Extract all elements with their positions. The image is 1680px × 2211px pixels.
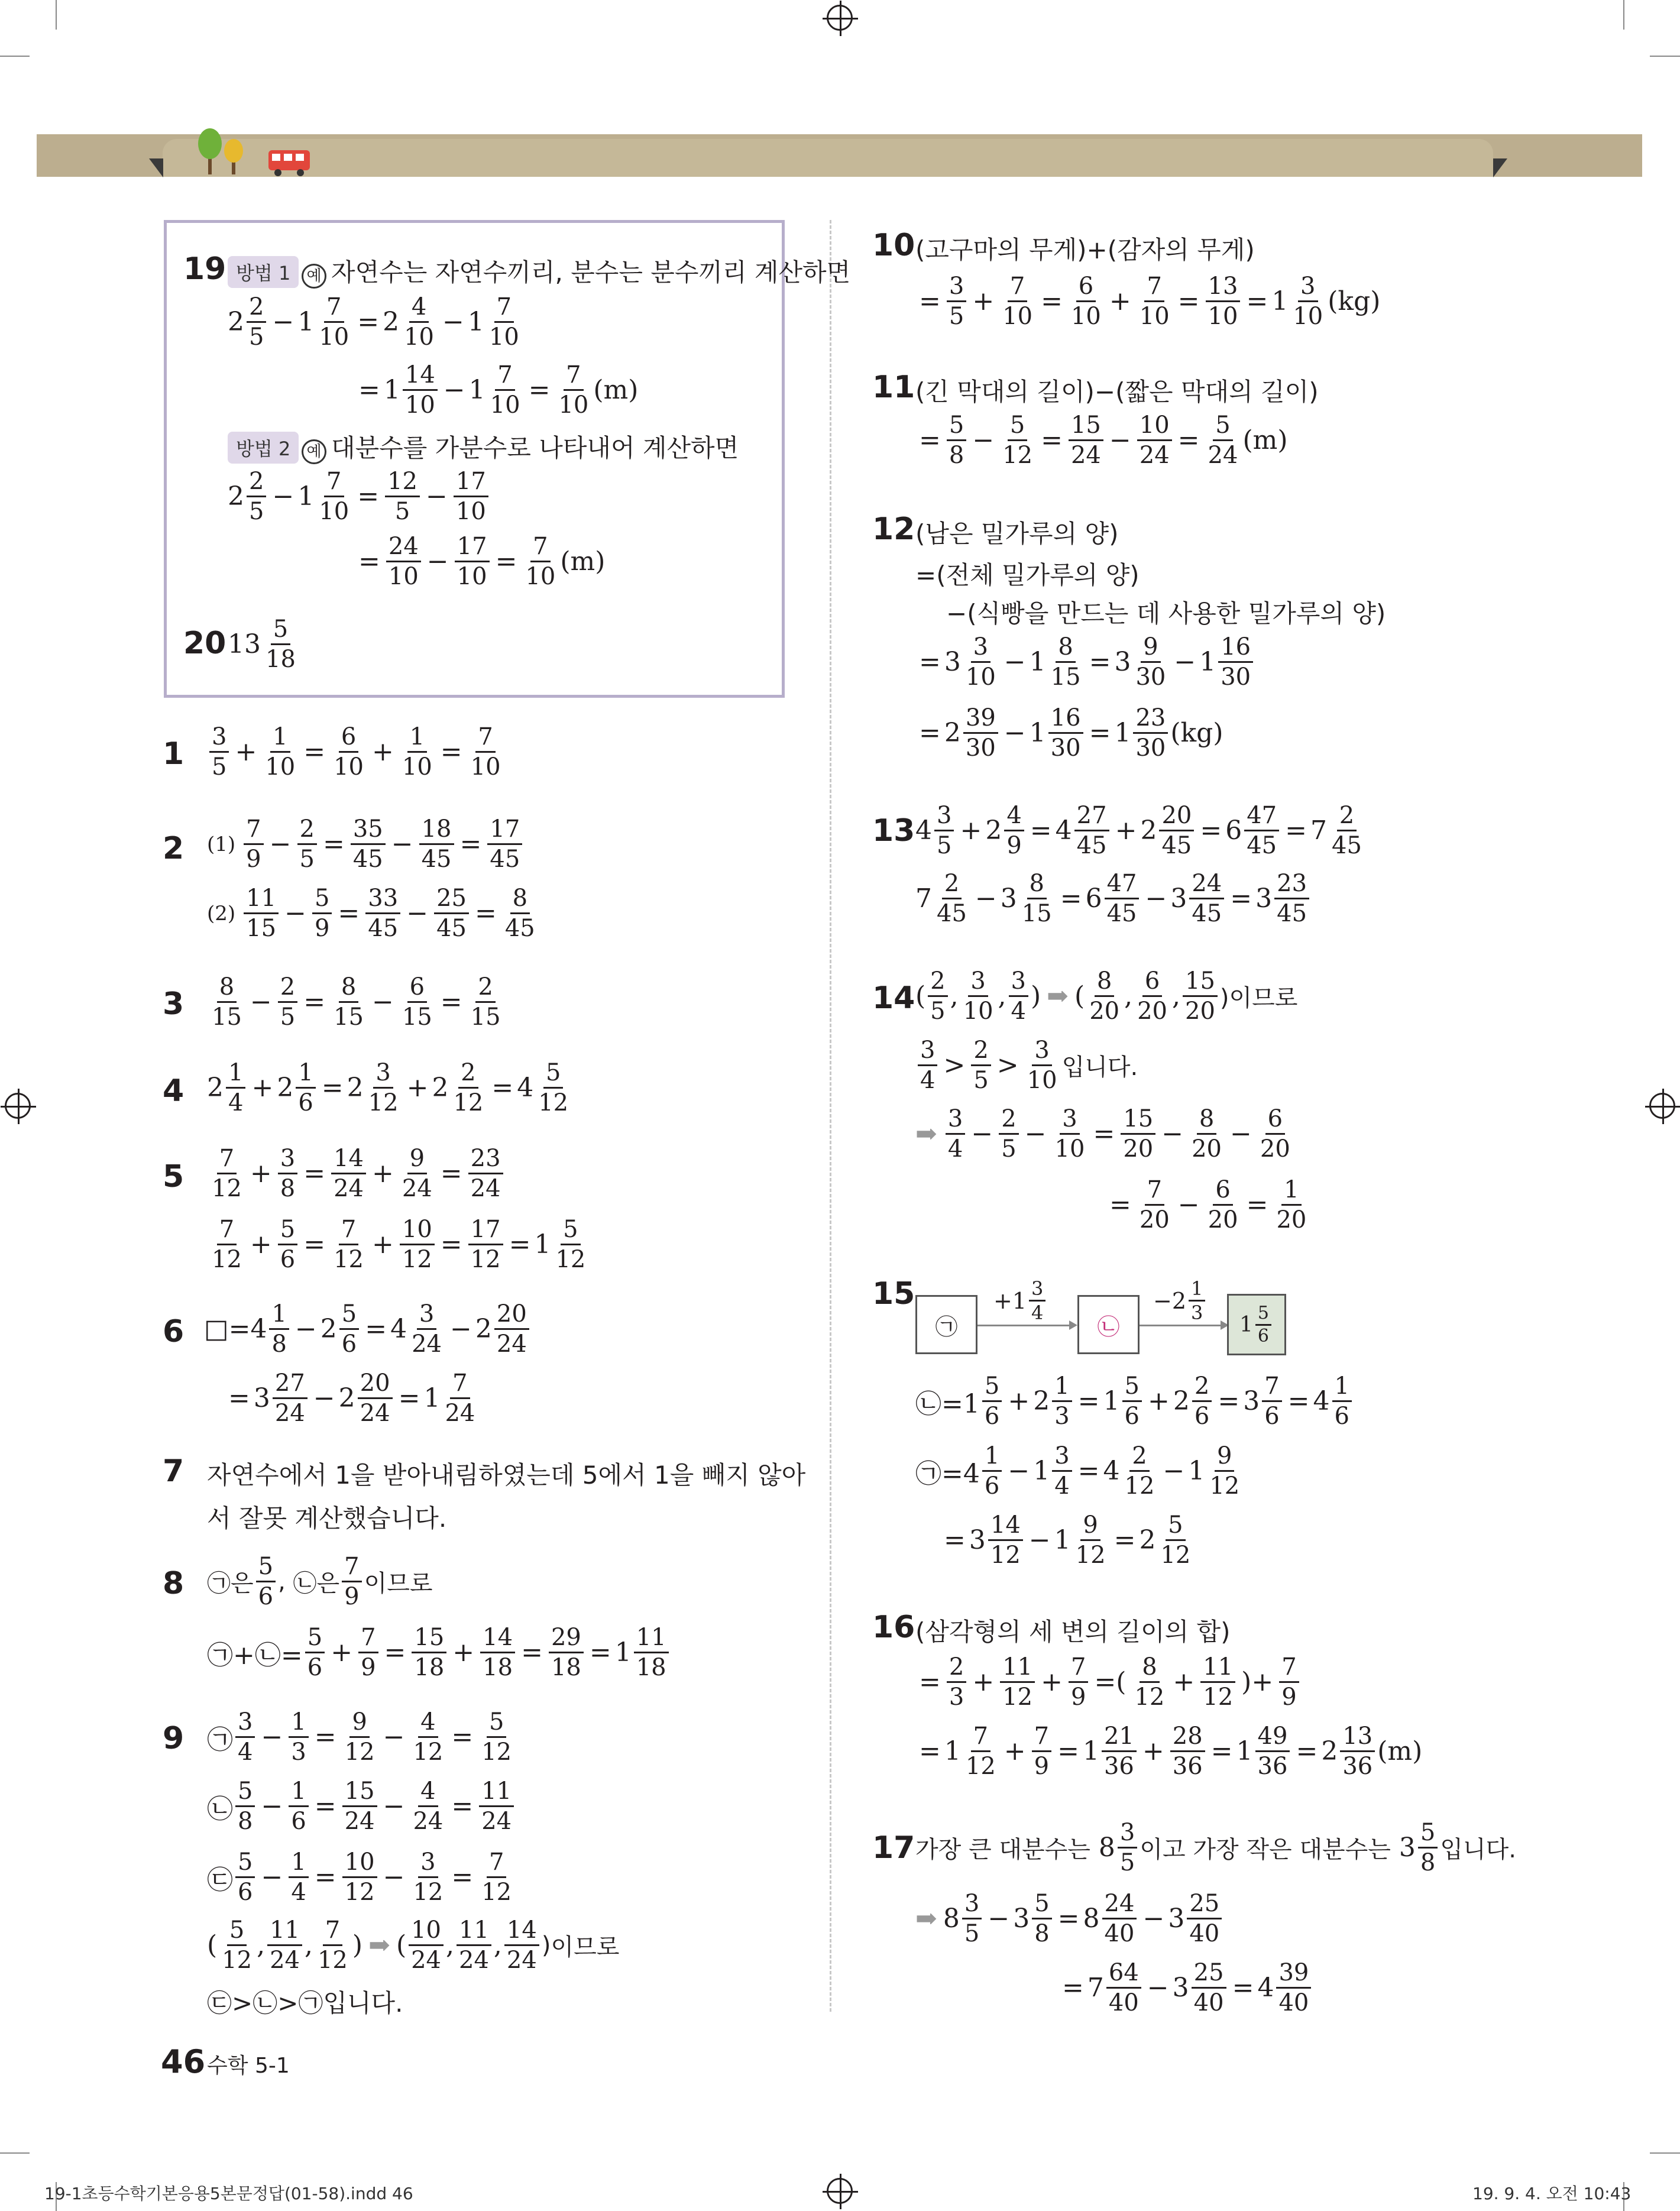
problem-number: 10 [872, 228, 915, 263]
flow-box-result: 1 $\frac{5}{6}$ [1227, 1294, 1286, 1355]
equation: ㉠+㉡= $\frac{5}{6}$ + $\frac{7}{9}$ = $\frac{15}{18}$ + $\frac{14}{18}$ = $\frac{29}{18}$ = 1 $\frac{11}{18}$ [207, 1623, 671, 1682]
equation: ➡ 8 $\frac{3}{5}$ − 3 $\frac{5}{8}$ = 8 $\frac{24}{40}$ − 3 $\frac{25}{40}$ [915, 1889, 1224, 1948]
equation: ㉠은 $\frac{5}{6}$ , ㉡은 $\frac{7}{9}$ 이므로 [207, 1553, 433, 1610]
book-title: 수학 5-1 [207, 2054, 290, 2078]
equation: = 1 $\frac{7}{12}$ + $\frac{7}{9}$ = 1 $\frac{21}{36}$ + $\frac{28}{36}$ = 1 $\frac{49}{36}$ = 2 $\frac{13}{36}$ (m) [919, 1723, 1423, 1780]
print-date: 19. 9. 4. 오전 10:43 [1472, 2184, 1632, 2203]
crop-line [0, 2152, 30, 2154]
equation: = 3 $\frac{14}{12}$ − 1 $\frac{9}{12}$ = 2 $\frac{5}{12}$ [944, 1511, 1191, 1569]
equation: = $\frac{5}{8}$ − $\frac{5}{12}$ = $\frac{15}{24}$ − $\frac{10}{24}$ = $\frac{5}{24}$ (m) [919, 412, 1288, 469]
equation: ㉡ $\frac{5}{8}$ − $\frac{1}{6}$ = $\frac{15}{24}$ − $\frac{4}{24}$ = $\frac{11}{24}$ [207, 1777, 516, 1836]
problem-number: 8 [163, 1566, 184, 1601]
page-number: 46 [161, 2043, 206, 2080]
equation: ㉡=1 $\frac{5}{6}$ + 2 $\frac{1}{3}$ = 1 $\frac{5}{6}$ + 2 $\frac{2}{6}$ = 3 $\frac{7}{6}$ = 4 $\frac{1}{6}$ [915, 1372, 1354, 1430]
method-tag: 방법 2 [228, 432, 299, 464]
equation: = 1 $\frac{14}{10}$ − 1 $\frac{7}{10}$ = $\frac{7}{10}$ (m) [358, 361, 639, 419]
problem-number: 20 [183, 626, 226, 661]
crop-line [1650, 2152, 1680, 2154]
problem-number: 5 [163, 1159, 184, 1194]
equation: ㉢ $\frac{5}{6}$ − $\frac{1}{4}$ = $\frac{10}{12}$ − $\frac{3}{12}$ = $\frac{7}{12}$ [207, 1849, 512, 1906]
equation: ㉠ $\frac{3}{4}$ − $\frac{1}{3}$ = $\frac{9}{12}$ − $\frac{4}{12}$ = $\frac{5}{12}$ [207, 1708, 512, 1766]
answer: 13 $\frac{5}{18}$ [228, 616, 296, 673]
equation: 2 $\frac{1}{4}$ + 2 $\frac{1}{6}$ = 2 $\frac{3}{12}$ + 2 $\frac{2}{12}$ = 4 $\frac{5}{12}$ [207, 1059, 569, 1116]
problem-number: 3 [163, 986, 184, 1022]
equation: 2 $\frac{2}{5}$ − 1 $\frac{7}{10}$ = $\frac{12}{5}$ − $\frac{17}{10}$ [228, 467, 491, 526]
problem-heading: (긴 막대의 길이)−(짧은 막대의 길이) [915, 377, 1319, 406]
problem-number: 12 [872, 512, 915, 547]
equation: $\frac{3}{4}$ > $\frac{2}{5}$ > $\frac{3}{10}$ 입니다. [915, 1036, 1138, 1095]
problem-heading: −(식빵을 만드는 데 사용한 밀가루의 양) [946, 599, 1386, 628]
equation: □=4 $\frac{1}{8}$ − 2 $\frac{5}{6}$ = 4 $\frac{3}{24}$ − 2 $\frac{20}{24}$ [204, 1300, 532, 1358]
equation: (2) $\frac{11}{15}$ − $\frac{5}{9}$ = $\frac{33}{45}$ − $\frac{25}{45}$ = $\frac{8}{45}$ [207, 885, 535, 942]
bus-icon [266, 148, 313, 177]
flow-arrow [1140, 1325, 1222, 1326]
problem-number: 7 [163, 1454, 184, 1489]
equation: ( $\frac{5}{12}$ , $\frac{11}{24}$ , $\frac{7}{12}$ ) ➡ ( $\frac{10}{24}$ , $\frac{11}{24}$ , $\frac{14}{24}$ ) 이므로 [207, 1917, 620, 1974]
equation: = $\frac{24}{10}$ − $\frac{17}{10}$ = $\frac{7}{10}$ (m) [358, 533, 606, 590]
flow-label: +1 $\frac{3}{4}$ [993, 1277, 1048, 1324]
problem-number: 19 [183, 251, 226, 287]
equation: $\frac{7}{12}$ + $\frac{5}{6}$ = $\frac{7}{12}$ + $\frac{10}{12}$ = $\frac{17}{12}$ = 1 $\frac{5}{12}$ [212, 1216, 586, 1273]
registration-mark [1649, 1093, 1675, 1119]
problem-number: 4 [163, 1073, 184, 1109]
problem-number: 9 [163, 1721, 184, 1756]
flow-label: −2 $\frac{1}{3}$ [1153, 1277, 1208, 1324]
problem-number: 6 [163, 1314, 184, 1349]
problem-number: 15 [872, 1276, 915, 1312]
example-badge: 예 [302, 264, 326, 289]
equation: = 3 $\frac{27}{24}$ − 2 $\frac{20}{24}$ = 1 $\frac{7}{24}$ [228, 1370, 475, 1427]
equation: (1) $\frac{7}{9}$ − $\frac{2}{5}$ = $\frac{35}{45}$ − $\frac{18}{45}$ = $\frac{17}{45}$ [207, 815, 525, 873]
problem-number: 14 [872, 980, 915, 1016]
problem-number: 1 [163, 736, 184, 772]
equation: ➡ $\frac{3}{4}$ − $\frac{2}{5}$ − $\frac{3}{10}$ = $\frac{15}{20}$ − $\frac{8}{20}$ − $\frac{6}{20}$ [915, 1105, 1290, 1163]
file-info: 19-1초등수학기본응용5본문정답(01-58).indd 46 [44, 2184, 413, 2203]
arrow-head [1069, 1320, 1077, 1330]
problem-number: 11 [872, 370, 915, 405]
tree-icon [195, 127, 254, 174]
explanation: 자연수에서 1을 받아내림하였는데 5에서 1을 빼지 않아 [207, 1461, 806, 1490]
method-text: 예 자연수는 자연수끼리, 분수는 분수끼리 계산하면 [302, 253, 850, 289]
equation: = $\frac{2}{3}$ + $\frac{11}{12}$ + $\frac{7}{9}$ =( $\frac{8}{12}$ + $\frac{11}{12}$ )+ $\frac{7}{9}$ [915, 1653, 1302, 1711]
registration-mark [827, 2178, 853, 2204]
crop-line [1623, 0, 1624, 30]
problem-heading: (삼각형의 세 변의 길이의 합) [915, 1617, 1231, 1646]
method-text: 예 대분수를 가분수로 나타내어 계산하면 [302, 429, 739, 464]
crop-line [56, 0, 57, 30]
crop-line [0, 56, 30, 57]
equation: = $\frac{7}{20}$ − $\frac{6}{20}$ = $\frac{1}{20}$ [1109, 1176, 1307, 1234]
registration-mark [827, 5, 853, 31]
example-badge: 예 [302, 439, 326, 464]
problem-heading: (고구마의 무게)+(감자의 무게) [915, 235, 1255, 264]
column-divider [830, 220, 831, 2012]
equation: ㉠=4 $\frac{1}{6}$ − 1 $\frac{3}{4}$ = 4 $\frac{2}{12}$ − 1 $\frac{9}{12}$ [915, 1442, 1240, 1500]
crop-line [1650, 56, 1680, 57]
problem-number: 13 [872, 813, 915, 849]
registration-mark [5, 1093, 31, 1119]
equation: = 7 $\frac{64}{40}$ − 3 $\frac{25}{40}$ = 4 $\frac{39}{40}$ [1059, 1959, 1313, 2017]
equation: ( $\frac{2}{5}$ , $\frac{3}{10}$ , $\frac{3}{4}$ ) ➡ ( $\frac{8}{20}$ , $\frac{6}{20}$ , $\frac{15}{20}$ )이므로 [915, 967, 1298, 1025]
problem-number: 16 [872, 1610, 915, 1645]
conclusion: ㉢>㉡>㉠입니다. [207, 1989, 403, 2018]
equation: 4 $\frac{3}{5}$ + 2 $\frac{4}{9}$ = 4 $\frac{27}{45}$ + 2 $\frac{20}{45}$ = 6 $\frac{47}{45}$ = 7 $\frac{2}{45}$ [915, 802, 1362, 859]
equation: $\frac{8}{15}$ − $\frac{2}{5}$ = $\frac{8}{15}$ − $\frac{6}{15}$ = $\frac{2}{15}$ [212, 973, 501, 1031]
method-tag: 방법 1 [228, 256, 299, 288]
equation: $\frac{3}{5}$ + $\frac{1}{10}$ = $\frac{6}{10}$ + $\frac{1}{10}$ = $\frac{7}{10}$ [207, 723, 506, 781]
problem-heading: (남은 밀가루의 양) [915, 519, 1119, 548]
equation: $\frac{7}{12}$ + $\frac{3}{8}$ = $\frac{14}{24}$ + $\frac{9}{24}$ = $\frac{23}{24}$ [207, 1144, 506, 1203]
equation: 7 $\frac{2}{45}$ − 3 $\frac{8}{15}$ = 6 $\frac{47}{45}$ − 3 $\frac{24}{45}$ = 3 $\frac{23}{45}$ [915, 869, 1312, 928]
flow-box-a: ㉠ [915, 1295, 977, 1354]
problem-number: 2 [163, 831, 184, 866]
equation: = 3 $\frac{3}{10}$ − 1 $\frac{8}{15}$ = 3 $\frac{9}{30}$ − 1 $\frac{16}{30}$ [915, 633, 1255, 691]
header-tab [163, 139, 1493, 177]
problem-heading: =(전체 밀가루의 양) [915, 561, 1140, 590]
band-corner [1493, 158, 1507, 177]
equation: = $\frac{3}{5}$ + $\frac{7}{10}$ = $\frac{6}{10}$ + $\frac{7}{10}$ = $\frac{13}{10}$ = 1 $\frac{3}{10}$ (kg) [919, 273, 1381, 330]
equation: = 2 $\frac{39}{30}$ − 1 $\frac{16}{30}$ = 1 $\frac{23}{30}$ (kg) [919, 704, 1223, 762]
band-corner [149, 158, 163, 177]
explanation: 서 잘못 계산했습니다. [207, 1504, 447, 1533]
problem-number: 17 [872, 1830, 915, 1866]
equation: 2 $\frac{2}{5}$ − 1 $\frac{7}{10}$ = 2 $\frac{4}{10}$ − 1 $\frac{7}{10}$ [228, 293, 519, 351]
flow-box-b: ㉡ [1077, 1295, 1140, 1354]
equation: 가장 큰 대분수는 8 $\frac{3}{5}$ 이고 가장 작은 대분수는 3 $\frac{5}{8}$ 입니다. [915, 1819, 1516, 1876]
flow-arrow [977, 1325, 1071, 1326]
